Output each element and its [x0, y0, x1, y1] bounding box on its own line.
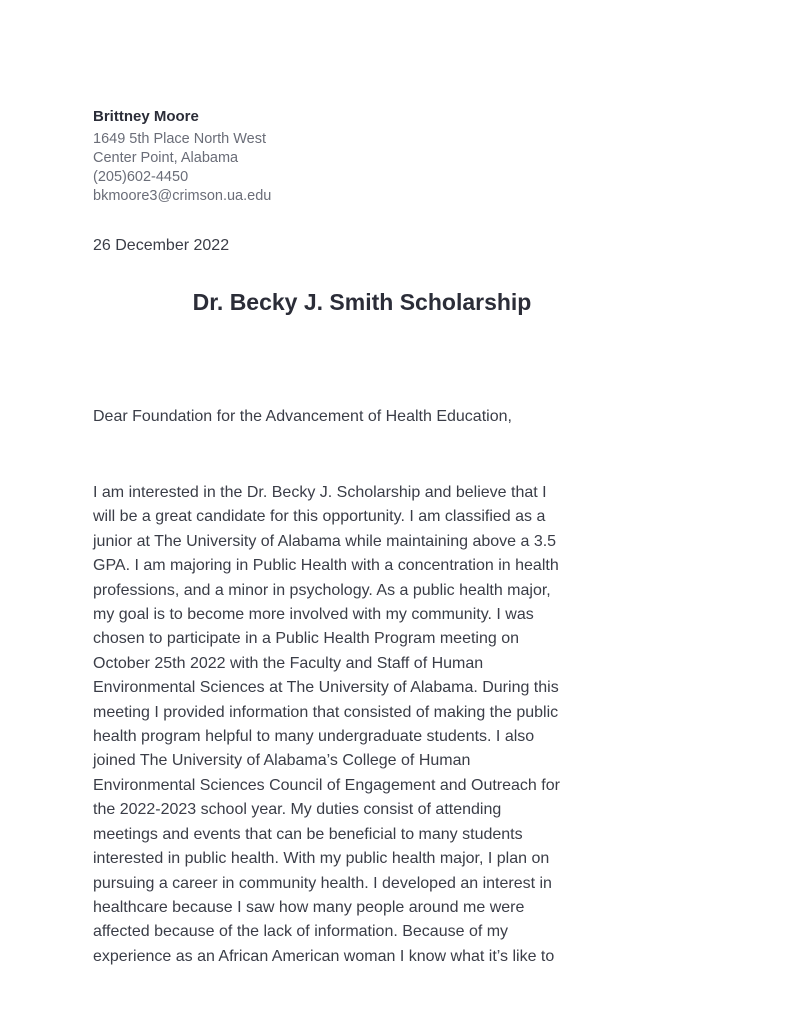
body-line: meetings and events that can be beneficial to many students: [93, 825, 523, 843]
sender-address-line1: 1649 5th Place North West: [93, 131, 267, 147]
body-line: meeting I provided information that consisted of making the public: [93, 703, 559, 721]
body-line: chosen to participate in a Public Health Program meeting on: [93, 630, 520, 648]
sender-block: [93, 107, 493, 206]
letter-title: Dr. Becky J. Smith Scholarship: [192, 289, 532, 315]
body-line: Environmental Sciences at The University of Alabama. During this: [93, 679, 559, 697]
body-line: pursuing a career in community health. I developed an interest in: [93, 874, 552, 892]
salutation: Dear Foundation for the Advancement of Health Education,: [93, 408, 512, 425]
body-paragraph: [93, 481, 593, 969]
body-line: will be a great candidate for this opportunity. I am classified as a: [93, 508, 546, 526]
body-line: professions, and a minor in psychology. As a public health major,: [93, 581, 551, 599]
body-line: junior at The University of Alabama while maintaining above a 3.5: [93, 532, 557, 550]
body-line: interested in public health. With my public health major, I plan on: [93, 850, 550, 868]
body-line: health program helpful to many undergraduate students. I also: [93, 728, 535, 746]
sender-address-line2: Center Point, Alabama: [93, 150, 239, 166]
body-line: joined The University of Alabama’s College of Human: [93, 752, 471, 770]
sender-name: Brittney Moore: [93, 108, 199, 125]
body-line: experience as an African American woman I know what it’s like to: [93, 947, 555, 965]
letter-date: 26 December 2022: [93, 237, 230, 254]
body-line: GPA. I am majoring in Public Health with a concentration in health: [93, 557, 559, 575]
sender-email: bkmoore3@crimson.ua.edu: [93, 188, 272, 204]
body-line: the 2022-2023 school year. My duties consist of attending: [93, 801, 502, 819]
body-line: I am interested in the Dr. Becky J. Scholarship and believe that I: [93, 484, 547, 501]
body-line: my goal is to become more involved with my community. I was: [93, 606, 534, 624]
body-line: October 25th 2022 with the Faculty and Staff of Human: [93, 654, 484, 672]
body-line: Environmental Sciences Council of Engagement and Outreach for: [93, 776, 560, 794]
body-line: healthcare because I saw how many people around me were: [93, 898, 525, 916]
sender-phone: (205)602-4450: [93, 169, 189, 185]
body-line: affected because of the lack of information. Because of my: [93, 923, 509, 941]
